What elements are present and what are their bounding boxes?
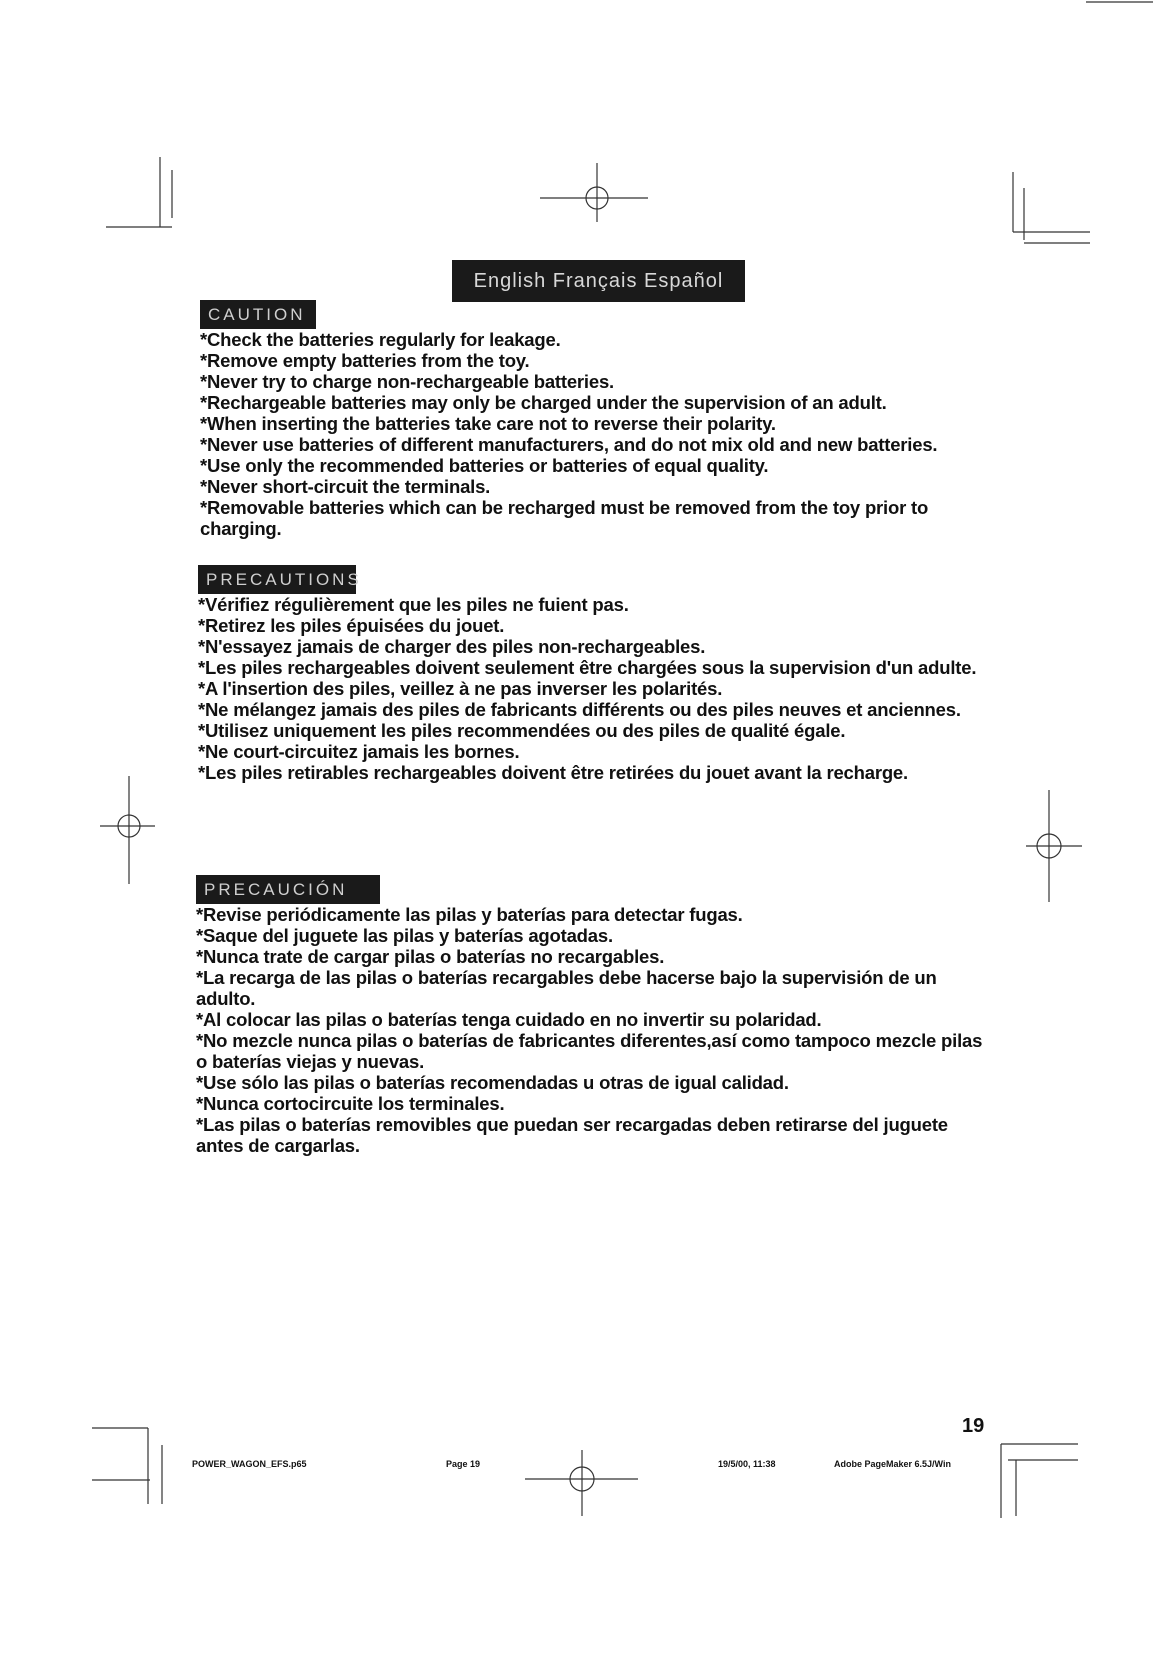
section-heading: PRECAUTIONS: [198, 565, 356, 594]
list-item: *Retirez les piles épuisées du jouet.: [198, 615, 505, 636]
list-item: *Remove empty batteries from the toy.: [200, 350, 530, 371]
list-item: *Utilisez uniquement les piles recommendées ou des piles de qualité égale.: [198, 720, 846, 741]
list-item: *Check the batteries regularly for leakage.: [200, 329, 561, 350]
list-item: *When inserting the batteries take care not to reverse their polarity.: [200, 413, 776, 434]
caution-section-english: [200, 300, 1000, 539]
list-item: *Use sólo las pilas o baterías recomendadas u otras de igual calidad.: [196, 1072, 789, 1093]
precautions-list: [198, 594, 998, 783]
language-bar: English Français Español: [452, 260, 745, 302]
precaucion-list: [196, 904, 996, 1156]
page-number: 19: [962, 1415, 985, 1437]
list-item: *Removable batteries which can be recharged must be removed from the toy prior to charging.: [200, 497, 929, 539]
list-item: *Ne court-circuitez jamais les bornes.: [198, 741, 520, 762]
list-item: *Les piles retirables rechargeables doivent être retirées du jouet avant la recharge.: [198, 762, 908, 783]
list-item: *Never short-circuit the terminals.: [200, 476, 491, 497]
list-item: *Never try to charge non-rechargeable batteries.: [200, 371, 614, 392]
footer-application: Adobe PageMaker 6.5J/Win: [834, 1459, 951, 1469]
footer-filename: POWER_WAGON_EFS.p65: [192, 1459, 307, 1469]
footer-timestamp: 19/5/00, 11:38: [718, 1459, 776, 1469]
precautions-section-french: [198, 565, 998, 783]
list-item: *Las pilas o baterías removibles que puedan ser recargadas deben retirarse del juguete antes de cargarlas.: [196, 1114, 948, 1156]
list-item: *Nunca cortocircuite los terminales.: [196, 1093, 505, 1114]
section-heading: PRECAUCIÓN: [196, 875, 380, 904]
list-item: *Vérifiez régulièrement que les piles ne fuient pas.: [198, 594, 629, 615]
list-item: *No mezcle nunca pilas o baterías de fabricantes diferentes,así como tampoco mezcle pilas o baterías viejas y nuevas.: [196, 1030, 983, 1072]
list-item: *A l'insertion des piles, veillez à ne pas inverser les polarités.: [198, 678, 723, 699]
list-item: *Revise periódicamente las pilas y baterías para detectar fugas.: [196, 904, 743, 925]
list-item: *Never use batteries of different manufacturers, and do not mix old and new batteries.: [200, 434, 938, 455]
list-item: *Saque del juguete las pilas y baterías agotadas.: [196, 925, 613, 946]
list-item: *Al colocar las pilas o baterías tenga cuidado en no invertir su polaridad.: [196, 1009, 822, 1030]
precaucion-section-spanish: [196, 875, 996, 1156]
list-item: *Nunca trate de cargar pilas o baterías no recargables.: [196, 946, 665, 967]
list-item: *Ne mélangez jamais des piles de fabricants différents ou des piles neuves et anciennes.: [198, 699, 961, 720]
list-item: *Rechargeable batteries may only be charged under the supervision of an adult.: [200, 392, 887, 413]
list-item: *Les piles rechargeables doivent seulement être chargées sous la supervision d'un adulte.: [198, 657, 977, 678]
list-item: *Use only the recommended batteries or batteries of equal quality.: [200, 455, 769, 476]
list-item: *La recarga de las pilas o baterías recargables debe hacerse bajo la supervisión de un adulto.: [196, 967, 937, 1009]
list-item: *N'essayez jamais de charger des piles non-rechargeables.: [198, 636, 706, 657]
footer-page-label: Page 19: [446, 1459, 481, 1469]
section-heading: CAUTION: [200, 300, 316, 329]
caution-list: [200, 329, 1000, 539]
